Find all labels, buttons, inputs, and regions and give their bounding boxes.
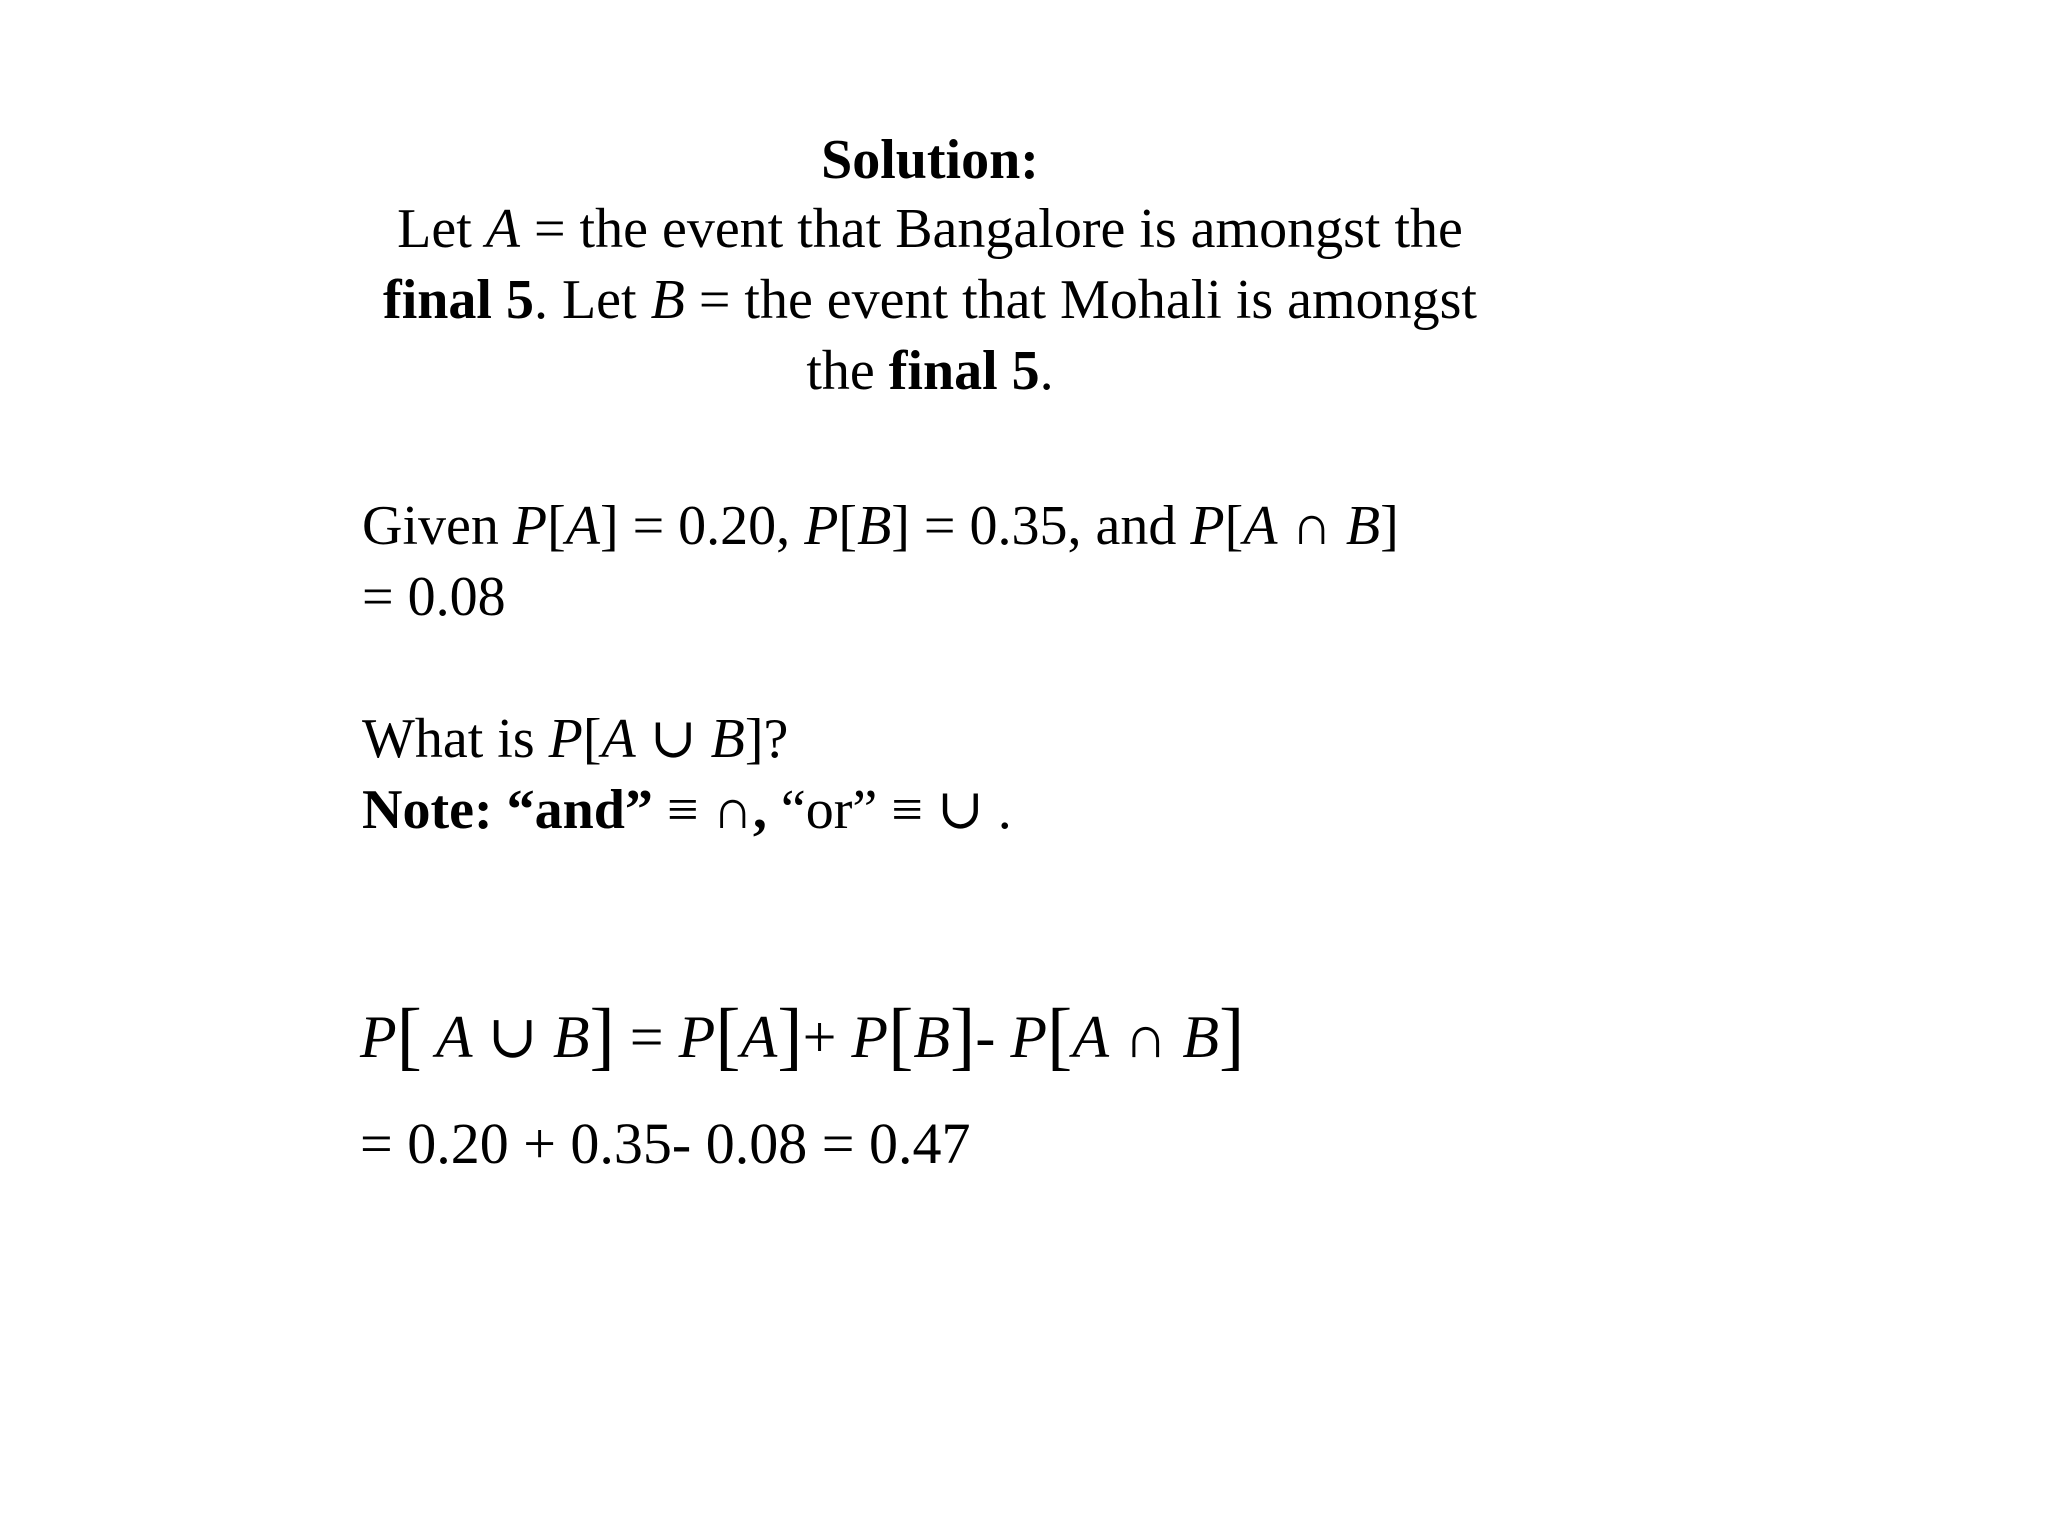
intro-text: = the event that Mohali is amongst [684,269,1477,331]
given-text: Given [362,495,513,557]
note-and: “and” [506,779,653,841]
variable-a: A [601,708,636,770]
note-equivalence: ≡ ∩ [652,779,753,841]
prob-symbol: P [1190,495,1225,557]
bracket: ] [589,994,615,1078]
bracket: [ [547,495,566,557]
intro-text: = the event that Bangalore is amongst the [519,198,1463,260]
plus-sign: + [802,1004,852,1070]
question-line [362,704,1502,775]
prob-symbol: P [512,495,548,557]
slide-title: Solution: [821,129,1039,191]
given-line-2: = 0.08 [362,566,506,628]
variable-b: B [552,1004,590,1070]
variable-a: A [1243,495,1278,557]
variable-b: B [650,269,685,331]
variable-a: A [1072,1004,1109,1070]
prob-symbol: P [678,1004,716,1070]
result-line: = 0.20 + 0.35- 0.08 = 0.47 [360,1111,971,1176]
bracket: [ [1224,495,1244,557]
prob-symbol: P [804,495,839,557]
intersection-symbol: ∩ [1277,495,1346,557]
variable-b: B [710,708,745,770]
union-symbol: ∪ [635,708,711,770]
intersection-symbol: ∩ [1108,1004,1183,1070]
intro-text: . [1039,340,1054,402]
question-text: ]? [744,708,789,770]
prob-symbol: P [851,1004,889,1070]
bracket: ] [950,994,976,1078]
intro-line-1 [340,194,1520,265]
bold-term: final 5 [888,340,1040,402]
intro-line-2 [340,265,1520,336]
given-paragraph [362,491,1502,633]
variable-a: A [421,1004,473,1070]
bold-term: final 5 [383,269,534,331]
note-or: “or” [780,779,878,841]
intro-line-3 [340,336,1520,407]
question-paragraph [362,704,1502,846]
note-line [362,775,1502,846]
variable-b: B [913,1004,951,1070]
equals-sign: = [614,1004,679,1070]
intro-text: . Let [533,269,651,331]
bracket: [ [582,708,602,770]
bracket: [ [888,994,914,1078]
minus-sign: - [975,1004,1011,1070]
variable-b: B [1345,495,1381,557]
note-comma: , [752,779,781,841]
given-line-1 [362,491,1502,562]
bracket: ] [1218,994,1245,1078]
variable-b: B [1182,1004,1219,1070]
intro-paragraph [340,194,1520,407]
bracket: [ [1047,994,1073,1078]
bracket: [ [396,994,422,1078]
given-text: ] = 0.20, [599,495,805,557]
variable-b: B [857,495,892,557]
bracket: ] [777,994,803,1078]
prob-symbol: P [1010,1004,1047,1070]
union-symbol: ∪ [472,1004,553,1070]
given-text: ] = 0.35, and [891,495,1191,557]
variable-a: A [485,198,520,260]
variable-a: A [740,1004,778,1070]
prob-symbol: P [548,708,583,770]
prob-symbol: P [360,1004,397,1070]
union-formula [360,996,1760,1077]
intro-text: Let [397,198,486,260]
bracket: ] [1380,495,1399,557]
note-label: Note: [362,779,507,841]
intro-text: the [806,340,889,402]
question-text: What is [362,708,549,770]
variable-a: A [565,495,600,557]
bracket: [ [838,495,858,557]
bracket: [ [715,994,741,1078]
note-equivalence: ≡ ∪ . [877,779,1012,841]
